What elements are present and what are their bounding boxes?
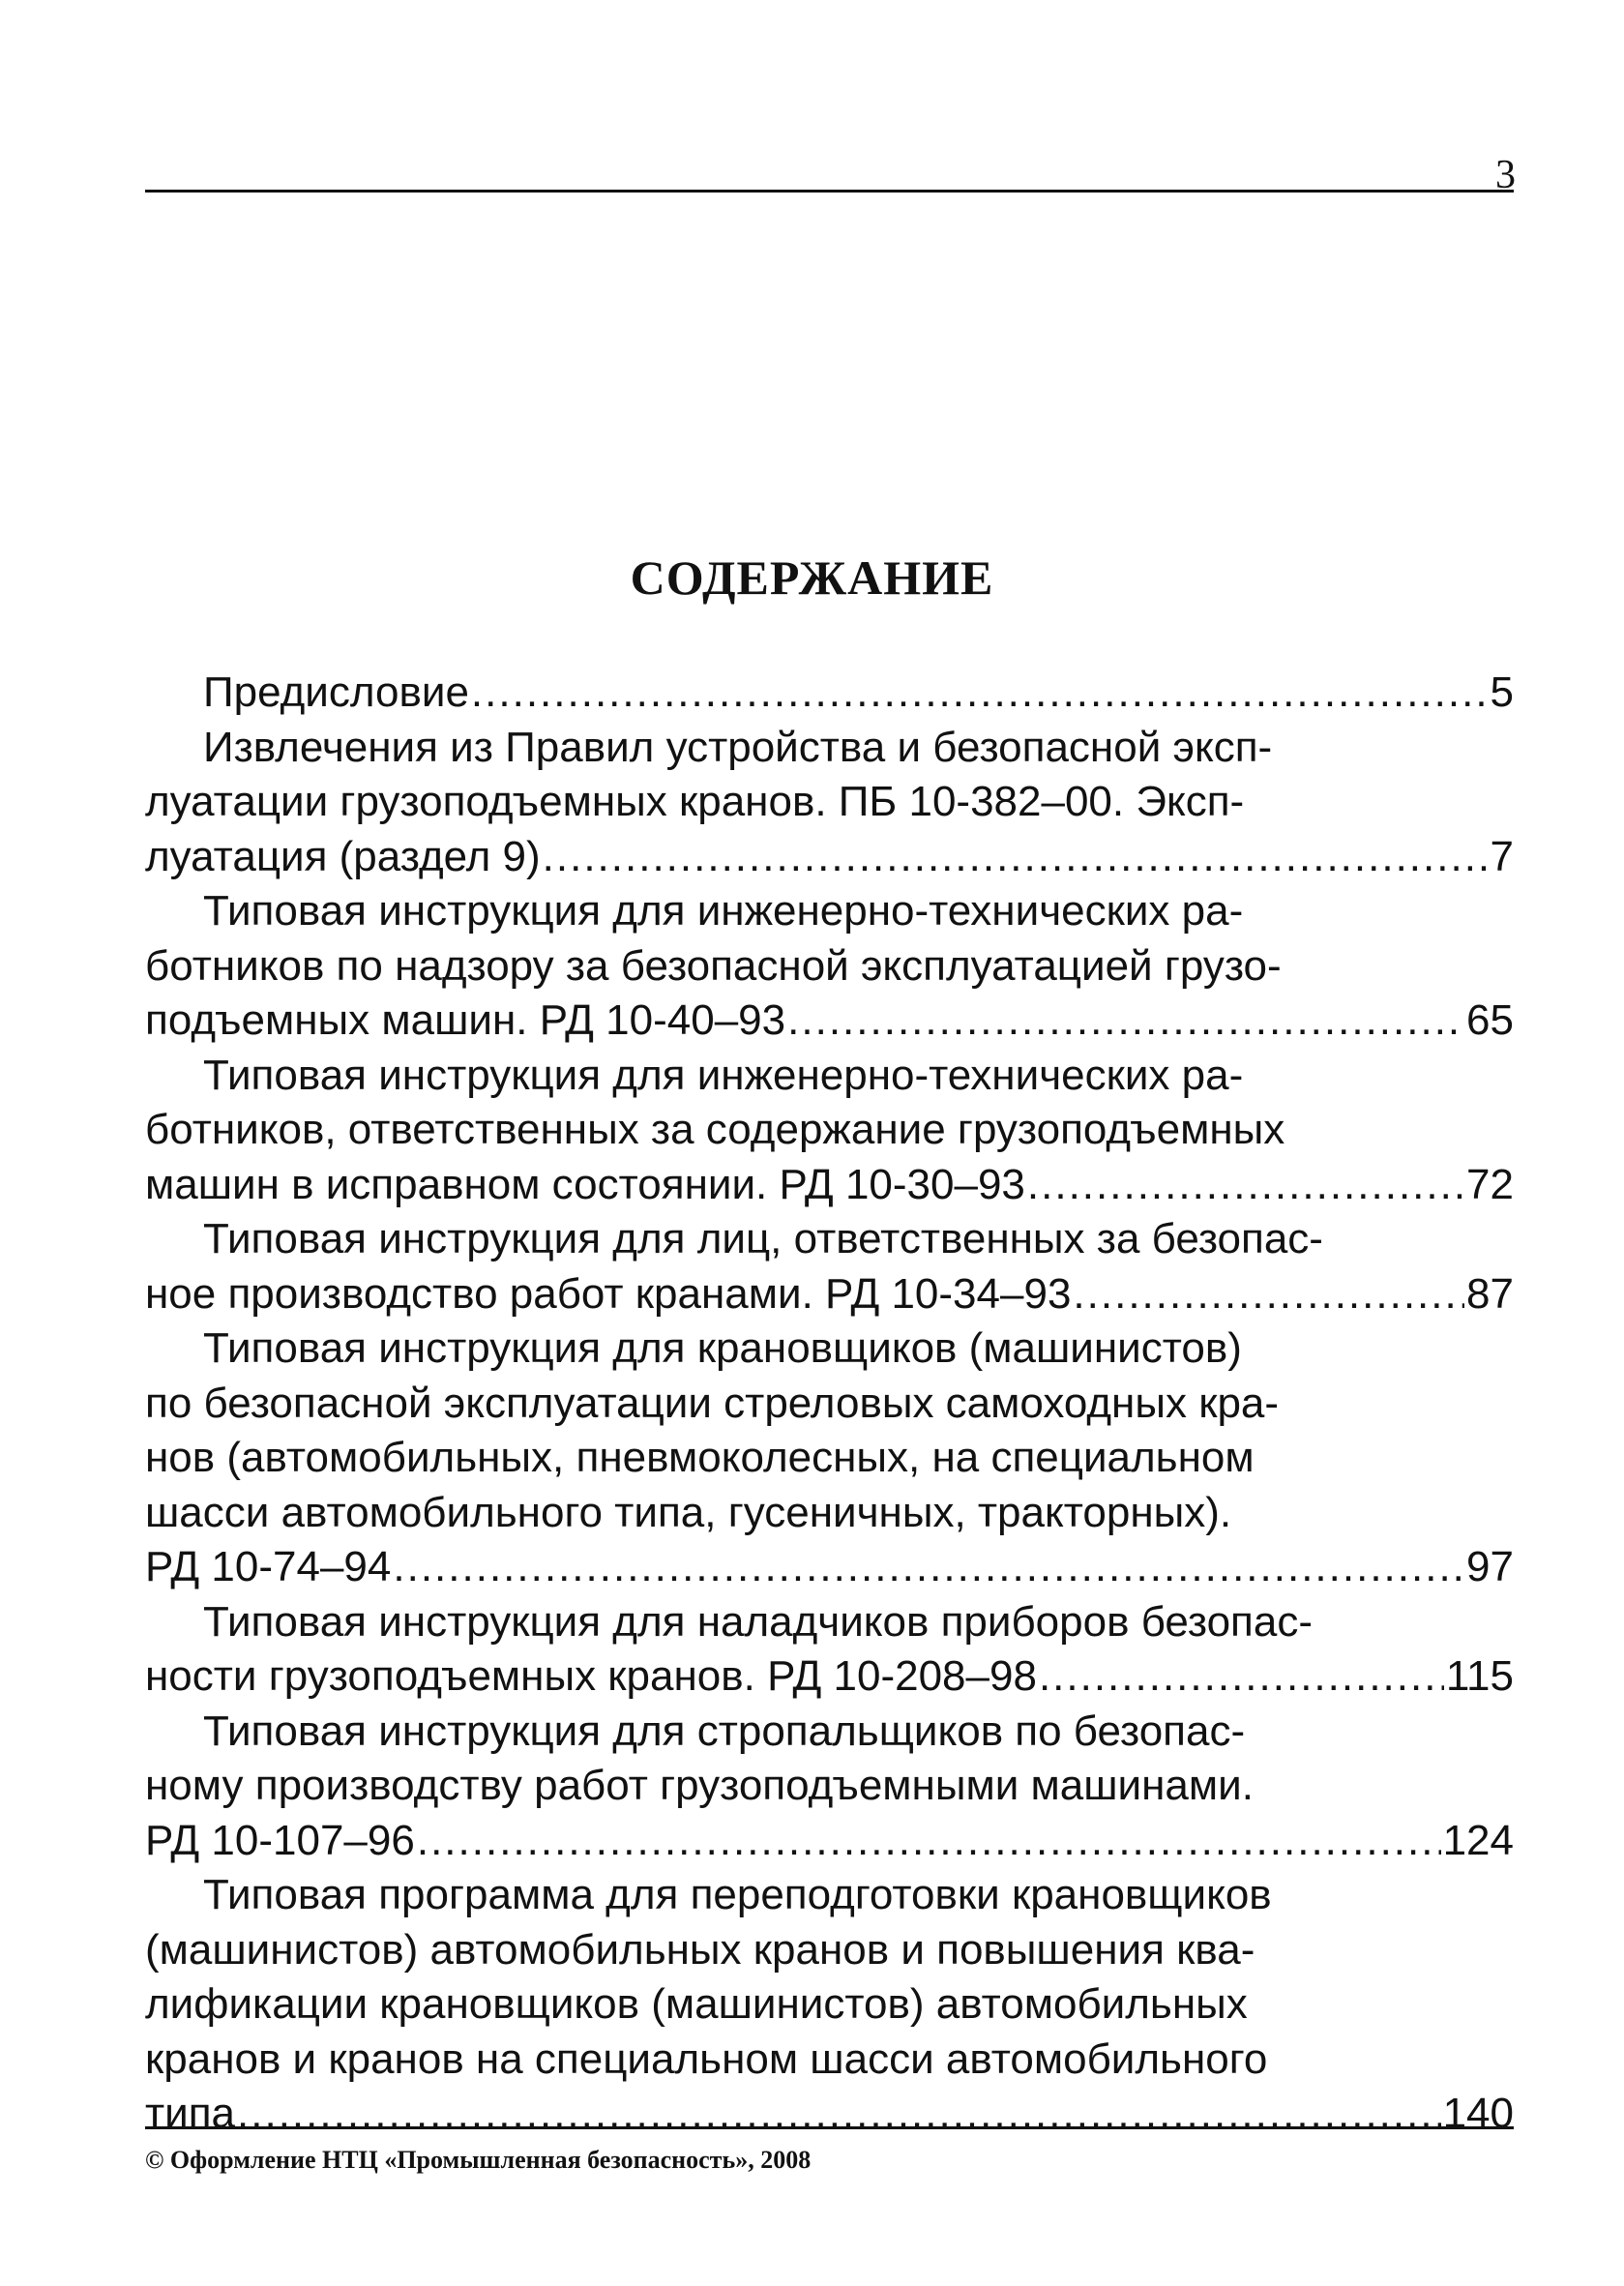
toc-entry-text-line: кранов и кранов на специальном шасси автомобильного (145, 2034, 1268, 2083)
toc-entry[interactable] (145, 1212, 1514, 1321)
toc-entry-text-line: ботников, ответственных за содержание грузоподъемных (145, 1106, 1285, 1153)
toc-entry[interactable] (145, 1595, 1514, 1705)
toc-entry-text-line: Типовая инструкция для инженерно-технических ра- (203, 887, 1244, 935)
page-number: 3 (1495, 153, 1516, 197)
toc-entry[interactable] (145, 1705, 1514, 1869)
dot-leader (543, 830, 1489, 885)
toc-entry-text-line: ботников по надзору за безопасной эксплуатацией грузо- (145, 941, 1282, 990)
toc-entry-text-line: Типовая инструкция для инженерно-технических ра- (203, 1051, 1244, 1099)
toc-entry-text-line: ности грузоподъемных кранов. РД 10-208–98 (145, 1652, 1037, 1700)
dot-leader (1039, 1649, 1444, 1705)
table-of-contents (145, 666, 1514, 2142)
dot-leader (1027, 1158, 1464, 1213)
dot-leader (471, 666, 1489, 721)
toc-entry-page-number: 140 (1442, 2090, 1514, 2137)
toc-entry[interactable] (145, 1321, 1514, 1595)
toc-entry-text-line: луатация (раздел 9) (145, 832, 541, 880)
page-title: СОДЕРЖАНИЕ (630, 550, 994, 605)
toc-entry-text-line: по безопасной эксплуатации стреловых самоходных кра- (145, 1379, 1280, 1427)
toc-entry-text-line: ному производству работ грузоподъемными машинами. (145, 1762, 1254, 1809)
toc-entry-text-line: нов (автомобильных, пневмоколесных, на специальном (145, 1434, 1255, 1481)
toc-entry-text-line: Типовая инструкция для наладчиков приборов безопас- (203, 1597, 1314, 1646)
toc-entry-page-number: 124 (1442, 1816, 1514, 1864)
footer-rule (145, 2126, 1514, 2129)
toc-entry-text-line: Типовая программа для переподготовки крановщиков (203, 1871, 1272, 1918)
toc-entry-text-line: типа (145, 2090, 236, 2137)
toc-entry[interactable] (145, 666, 1514, 721)
toc-entry-text-line: РД 10-107–96 (145, 1816, 415, 1864)
dot-leader (1073, 1267, 1464, 1322)
toc-entry-text-line: РД 10-74–94 (145, 1543, 392, 1590)
toc-entry-text-line: Извлечения из Правил устройства и безопасной эксп- (203, 723, 1273, 771)
dot-leader (237, 2087, 1441, 2142)
toc-entry-page-number: 7 (1490, 832, 1514, 880)
toc-entry-text-line: подъемных машин. РД 10-40–93 (145, 996, 786, 1044)
toc-entry-text-line: (машинистов) автомобильных кранов и повышения ква- (145, 1925, 1255, 1974)
toc-entry-text-line: луатации грузоподъемных кранов. ПБ 10-382–00. Эксп- (145, 778, 1245, 825)
toc-entry-page-number: 72 (1466, 1160, 1514, 1208)
dot-leader (393, 1540, 1464, 1595)
header-rule (145, 190, 1514, 193)
toc-entry-text-line: машин в исправном состоянии. РД 10-30–93 (145, 1160, 1025, 1208)
toc-entry-text-line: Типовая инструкция для лиц, ответственных за безопас- (203, 1215, 1323, 1262)
toc-entry[interactable] (145, 1049, 1514, 1213)
toc-entry-text-line: лификации крановщиков (машинистов) автомобильных (145, 1980, 1248, 2028)
toc-entry-text-line: ное производство работ кранами. РД 10-34–93 (145, 1269, 1072, 1318)
toc-entry[interactable] (145, 721, 1514, 885)
toc-entry-text-line: шасси автомобильного типа, гусеничных, тракторных). (145, 1488, 1232, 1536)
toc-entry-text-line: Предисловие (203, 668, 469, 716)
toc-entry-page-number: 115 (1445, 1652, 1514, 1700)
dot-leader (787, 994, 1464, 1049)
dot-leader (417, 1814, 1441, 1869)
toc-entry-page-number: 5 (1490, 668, 1514, 716)
toc-entry-page-number: 65 (1466, 996, 1514, 1044)
toc-entry-text-line: Типовая инструкция для крановщиков (машинистов) (203, 1324, 1242, 1372)
toc-entry-page-number: 97 (1466, 1543, 1514, 1590)
toc-entry[interactable] (145, 884, 1514, 1049)
toc-entry[interactable] (145, 1868, 1514, 2142)
toc-entry-page-number: 87 (1466, 1269, 1514, 1318)
toc-entry-text-line: Типовая инструкция для стропальщиков по безопас- (203, 1707, 1246, 1755)
copyright-notice: © Оформление НТЦ «Промышленная безопасность», 2008 (145, 2146, 812, 2174)
